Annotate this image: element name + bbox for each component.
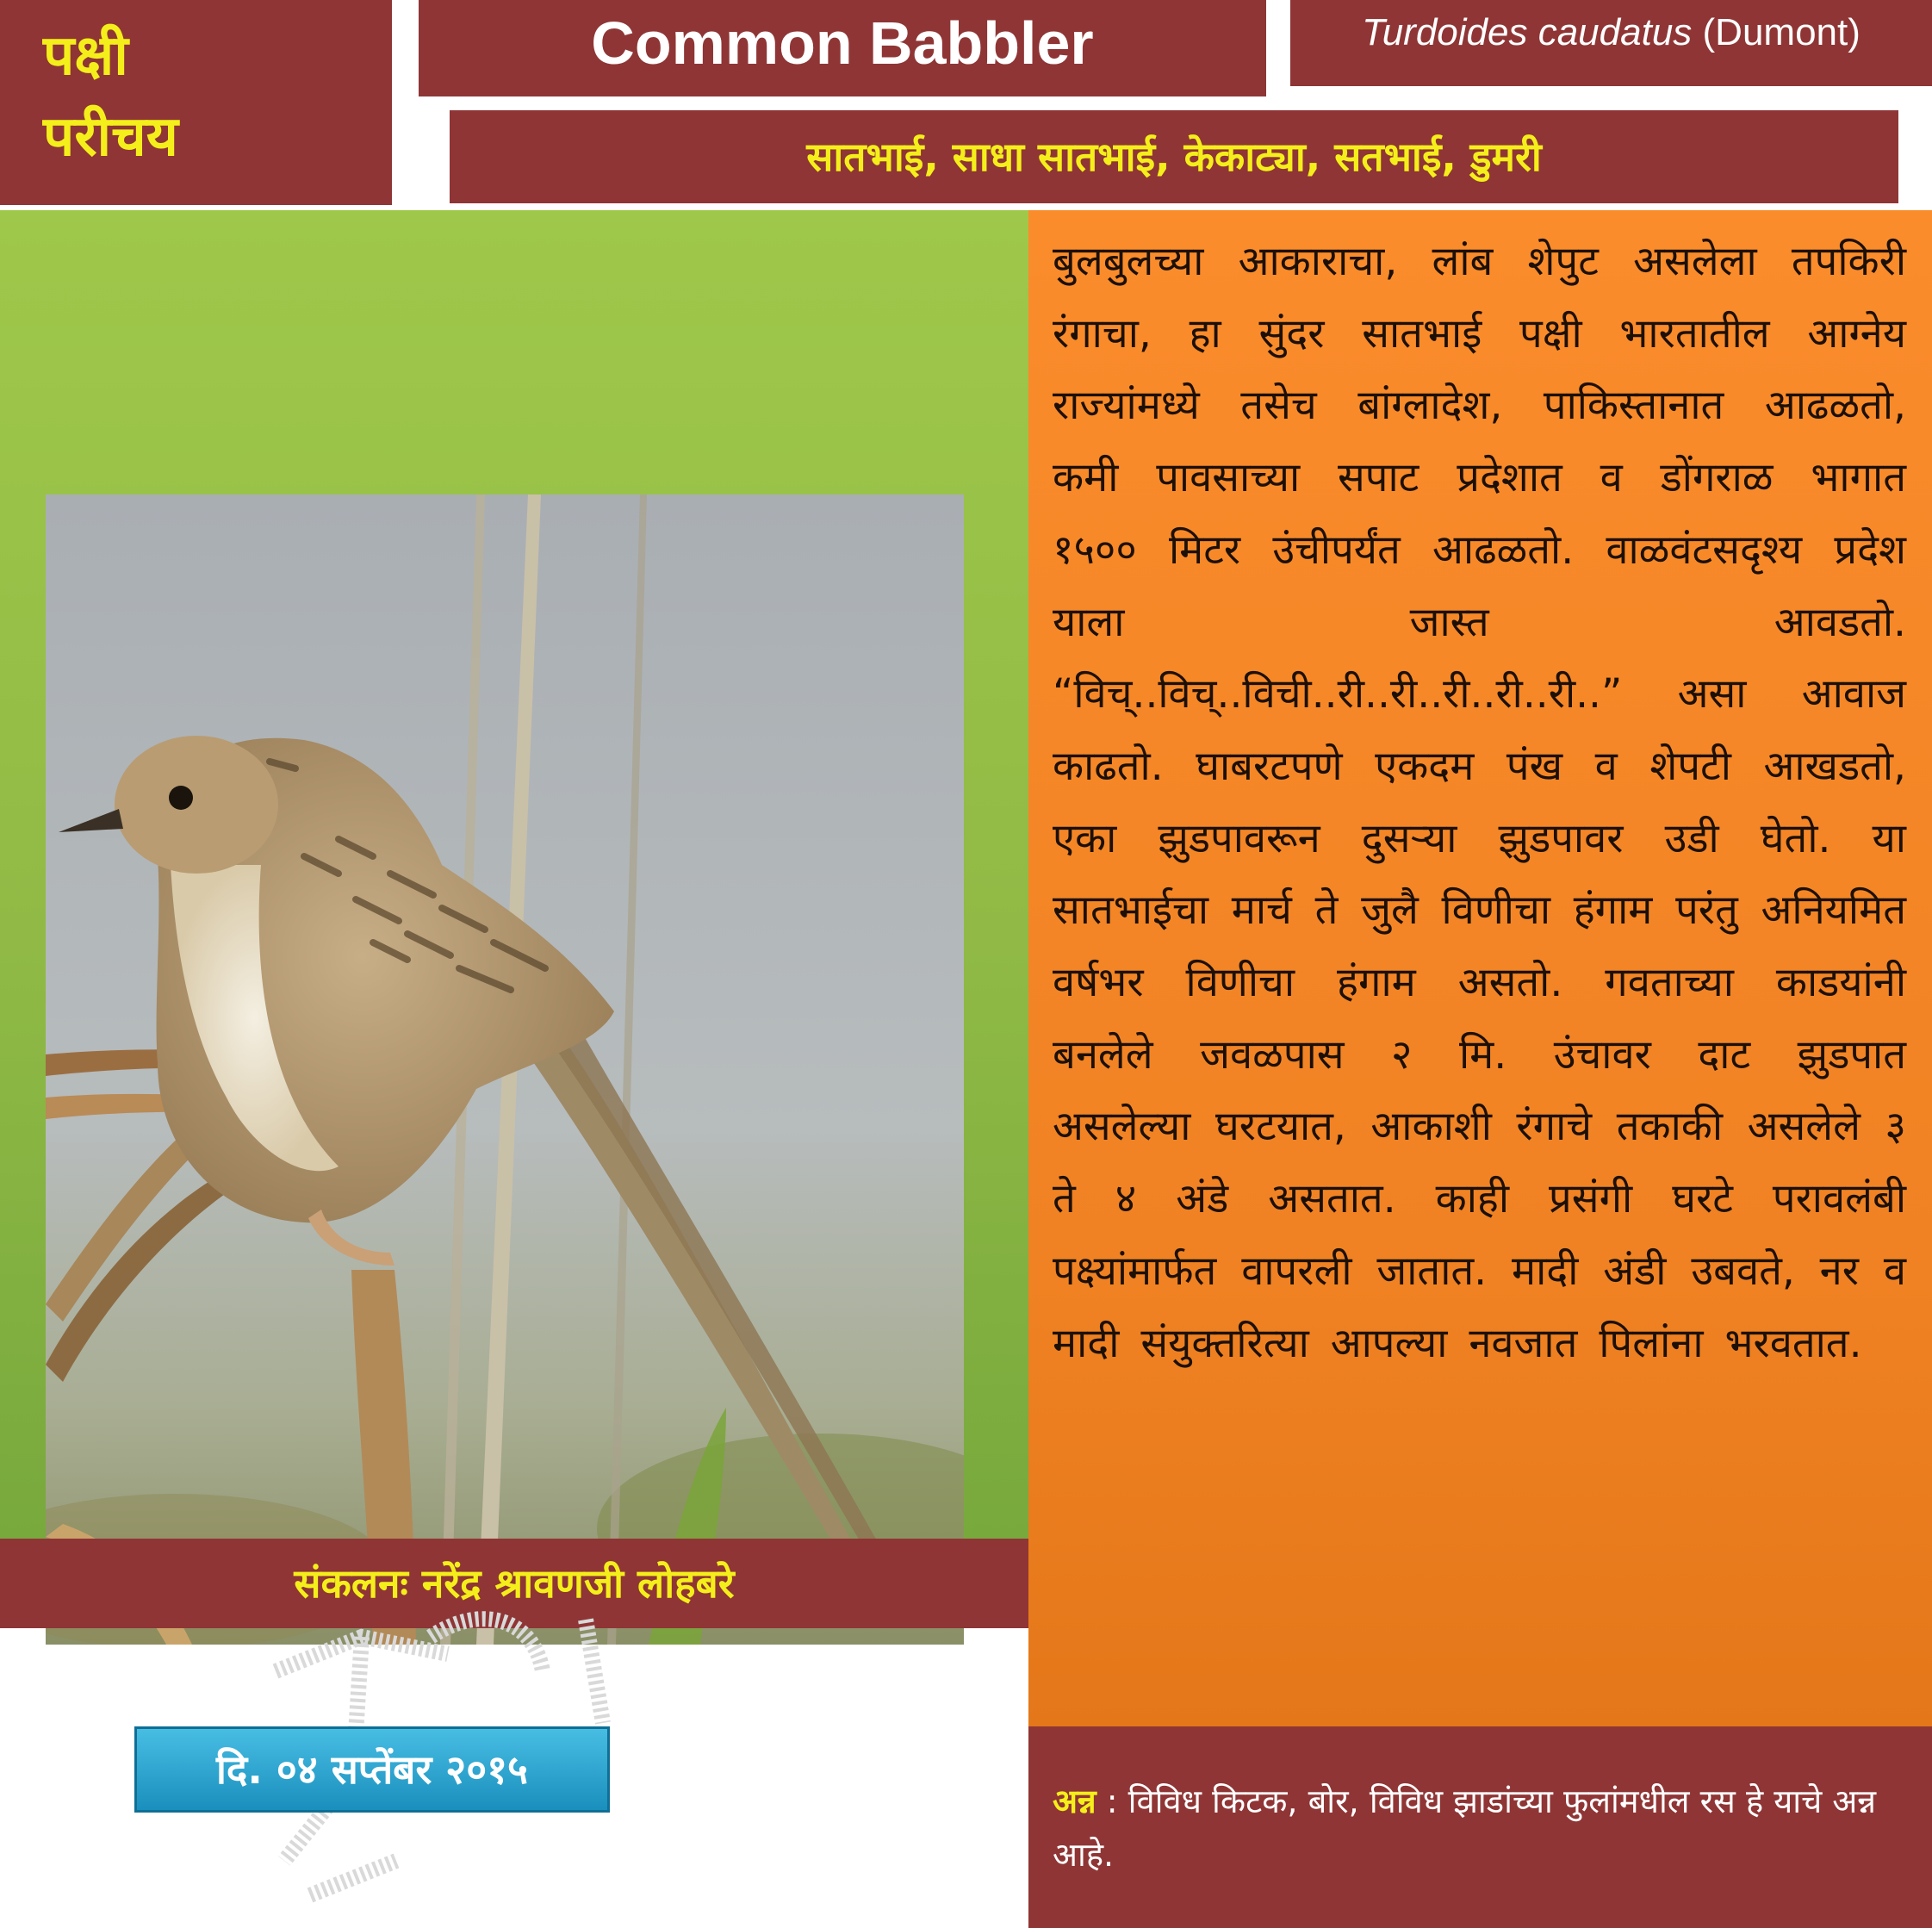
food-box — [1028, 1726, 1932, 1928]
scientific-author: (Dumont) — [1702, 11, 1861, 53]
description-text: बुलबुलच्या आकाराचा, लांब शेपुट असलेला तपकिरी रंगाचा, हा सुंदर सातभाई पक्षी भारतातील आग्नेय राज्यांमध्ये तसेच बांग्लादेश, पाकिस्तानात आढळतो, कमी पावसाच्या सपाट प्रदेशात व डोंगराळ भागात १५०० मिटर उंचीपर्यंत आढळतो. वाळवंटसदृश्य प्रदेश याला जास्त आवडतो. “विच्..विच्..विची..री..री..री..री..री..” असा आवाज काढतो. घाबरटपणे एकदम पंख व शेपटी आखडतो, एका झुडपावरून दुसऱ्या झुडपावर उडी घेतो. या सातभाईचा मार्च ते जुलै विणीचा हंगाम परंतु अनियमित वर्षभर विणीचा हंगाम असतो. गवताच्या काडयांनी बनलेले जवळपास २ मि. उंचावर दाट झुडपात असलेल्या घरटयात, आकाशी रंगाचे तकाकी असलेले ३ ते ४ अंडे असतात. काही प्रसंगी घरटे परावलंबी पक्ष्यांमार्फत वापरली जातात. मादी अंडी उबवते, नर व मादी संयुक्तरित्या आपल्या नवजात पिलांना भरवतात. — [1053, 238, 1906, 1367]
scientific-name-box — [1290, 0, 1932, 86]
description-panel — [1028, 210, 1932, 1726]
date-text: दि. ०४ सप्तेंबर २०१५ — [216, 1746, 528, 1793]
food-text: : विविध किटक, बोर, विविध झाडांच्या फुलांमधील रस हे याचे अन्न आहे. — [1053, 1782, 1876, 1874]
common-name: Common Babbler — [591, 9, 1094, 77]
local-names: सातभाई, साधा सातभाई, केकाट्या, सतभाई, डुमरी — [806, 134, 1542, 180]
local-names-box — [450, 110, 1898, 203]
scientific-name: Turdoides caudatus — [1362, 11, 1693, 53]
common-name-box — [419, 0, 1266, 96]
series-title-box — [0, 0, 392, 205]
date-badge — [134, 1726, 610, 1813]
series-title-line2: परीचय — [43, 105, 178, 169]
series-title-line1: पक्षी — [43, 24, 128, 88]
bird-photo — [46, 494, 964, 1645]
food-label: अन्न — [1053, 1782, 1096, 1820]
compiler-credit: संकलनः नरेंद्र श्रावणजी लोहबरे — [294, 1560, 735, 1607]
photo-panel — [0, 210, 1028, 1539]
